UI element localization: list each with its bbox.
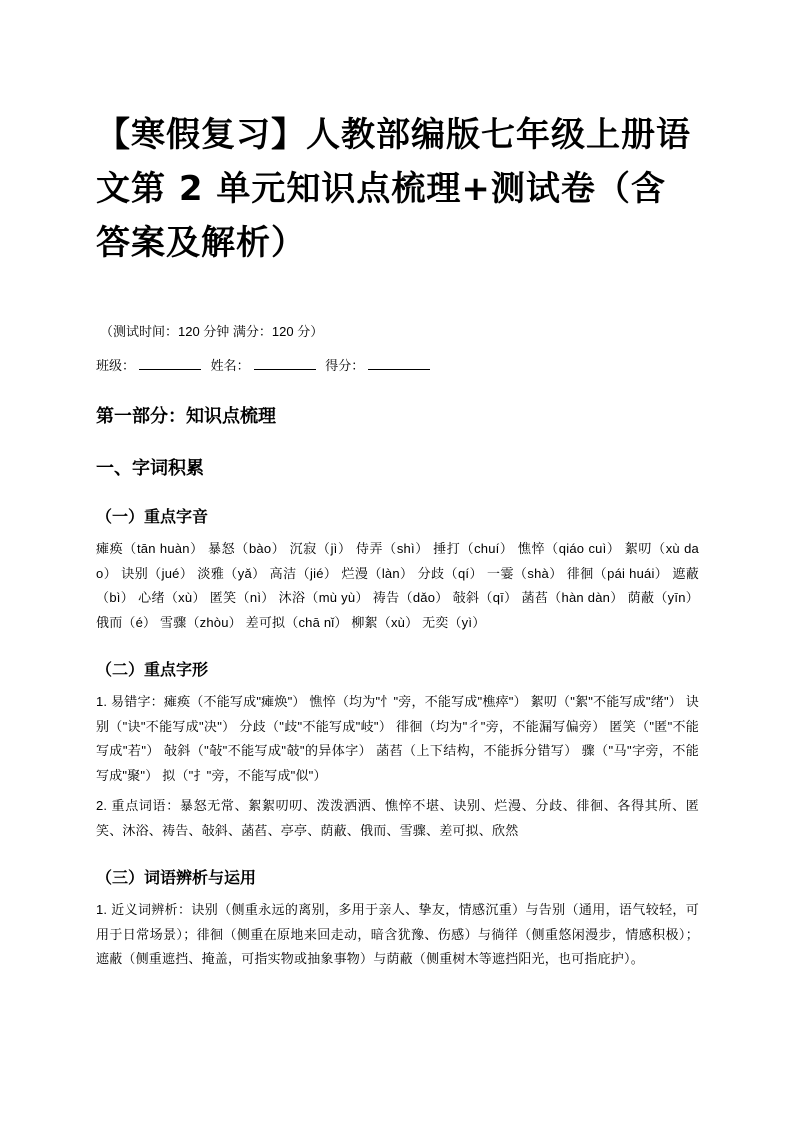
test-info: （测试时间：120 分钟 满分：120 分） — [100, 324, 324, 339]
document-title: 【寒假复习】人教部编版七年级上册语文第 2 单元知识点梳理+测试卷（含答案及解析） — [96, 115, 691, 263]
student-info-fields — [96, 356, 699, 376]
score-blank[interactable] — [368, 357, 430, 370]
part1-heading: 第一部分：知识点梳理 — [96, 406, 276, 427]
name-label: 姓名： — [210, 358, 250, 373]
sub2-heading: （二）重点字形 — [96, 660, 209, 679]
name-blank[interactable] — [254, 357, 316, 370]
sub3-heading: （三）词语辨析与运用 — [96, 868, 257, 887]
typo-list: 1. 易错字：瘫痪（不能写成"瘫焕"） 憔悴（均为"忄"旁，不能写成"樵瘁"） 絮叨（"絮"不能写成"绪"） 诀别（"诀"不能写成"决"） 分歧（"歧"不能写成"岐"） 徘徊（均为"彳"旁，不能漏写偏旁） 匿笑（"匿"不能写成"若"） 敧斜（"敧"不能写成"攲"的异体字） 菡萏（上下结构，不能拆分错写） 骤（"马"字旁，不能写成"聚"） 拟（"扌"旁，不能写成"似"） — [96, 694, 699, 783]
section1-heading: 一、字词积累 — [96, 458, 204, 479]
pronunciation-list: 瘫痪（tān huàn） 暴怒（bào） 沉寂（jì） 侍弄（shì） 捶打（chuí） 憔悴（qiáo cuì） 絮叨（xù dao） 诀别（jué） 淡雅（yǎ） 高洁（jié） 烂漫（làn） 分歧（qí） 一霎（shà） 徘徊（pái huái） 遮蔽（bì） 心绪（xù） 匿笑（nì） 沐浴（mù yù） 祷告（dǎo） 敧斜（qī） 菡萏（hàn dàn） 荫蔽（yīn） 俄而（é） 雪骤（zhòu） 差可拟（chā nǐ） 柳絮（xù） 无奕（yì） — [96, 541, 699, 630]
sub1-heading: （一）重点字音 — [96, 507, 209, 526]
score-label: 得分： — [325, 358, 365, 373]
synonym-analysis: 1. 近义词辨析：诀别（侧重永远的离别，多用于亲人、挚友，情感沉重）与告别（通用，语气较轻，可用于日常场景）；徘徊（侧重在原地来回走动，暗含犹豫、伤感）与徜徉（侧重悠闲漫步，情感积极）；遮蔽（侧重遮挡、掩盖，可指实物或抽象事物）与荫蔽（侧重树木等遮挡阳光，也可指庇护）。 — [96, 902, 699, 966]
key-words-list: 2. 重点词语：暴怒无常、絮絮叨叨、泼泼洒洒、憔悴不堪、诀别、烂漫、分歧、徘徊、各得其所、匿笑、沐浴、祷告、敧斜、菡萏、亭亭、荫蔽、俄而、雪骤、差可拟、欣然 — [96, 798, 699, 838]
class-label: 班级： — [96, 358, 136, 373]
class-blank[interactable] — [139, 357, 201, 370]
